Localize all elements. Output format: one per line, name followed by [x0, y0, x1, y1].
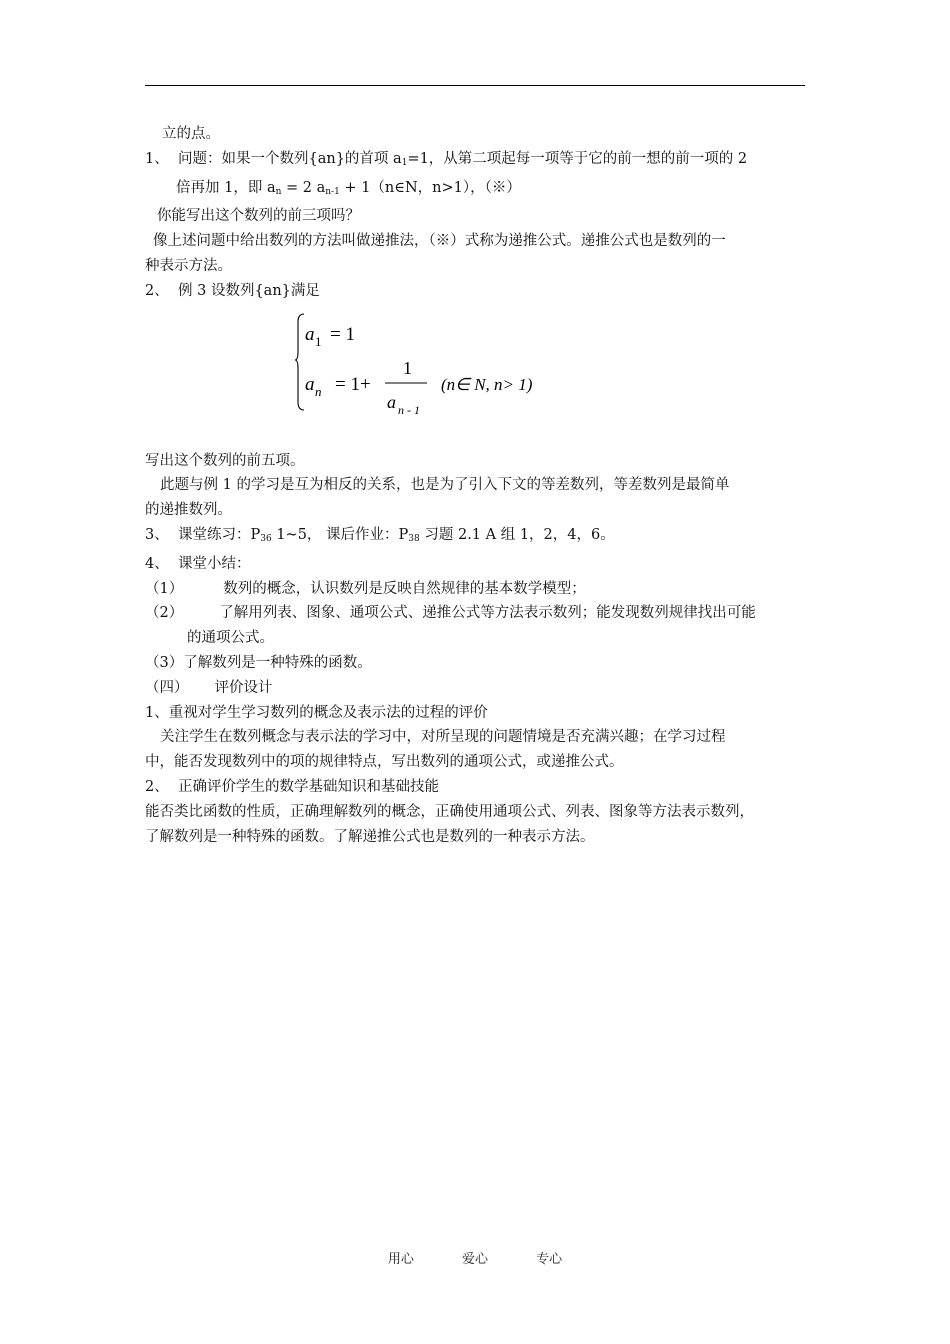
list-item-4 — [145, 552, 810, 577]
subscript: 38 — [408, 533, 420, 544]
list-item-1 — [145, 147, 810, 176]
document-body — [145, 122, 810, 849]
a1-eq: = 1 — [330, 323, 355, 345]
list-number: （2） — [145, 605, 184, 622]
subscript: 1 — [401, 157, 408, 168]
paragraph-line: 能否类比函数的性质，正确理解数列的概念，正确使用通项公式、列表、图象等方法表示数列， — [145, 803, 754, 820]
section-heading — [145, 676, 810, 701]
recurrence-formula — [145, 304, 810, 449]
text-span: 数列的概念，认识数列是反映自然规律的基本数学模型； — [223, 580, 586, 597]
paragraph-line: 像上述问题中给出数列的方法叫做递推法，（※）式称为递推公式。递推公式也是数列的一 — [153, 233, 726, 250]
summary-item-2-continuation: 的通项公式。 — [187, 630, 274, 647]
left-brace — [295, 314, 304, 410]
subscript: 36 — [260, 533, 272, 544]
a1-base: a — [305, 323, 315, 345]
section-title: 评价设计 — [214, 679, 273, 696]
text-span: 课堂小结： — [178, 555, 251, 572]
list-item-2 — [145, 279, 810, 304]
list-item-3 — [145, 523, 810, 552]
paragraph-line: 关注学生在数列概念与表示法的学习中，对所呈现的问题情境是否充满兴趣；在学习过程 — [160, 729, 726, 746]
summary-item-2 — [145, 601, 810, 626]
paragraph-line: 中，能否发现数列中的项的规律特点，写出数列的通项公式，或递推公式。 — [145, 754, 624, 771]
list-item-e2 — [145, 775, 810, 800]
list-number: 4、 — [145, 555, 169, 572]
summary-item-1 — [145, 577, 810, 602]
subscript: n — [275, 186, 282, 197]
paragraph-line: 此题与例 1 的学习是互为相反的关系，也是为了引入下文的等差数列，等差数列是最简单 — [160, 477, 730, 494]
an-eq: = 1+ — [335, 373, 371, 395]
paragraph-line: 的递推数列。 — [145, 502, 232, 519]
text-line: 立的点。 — [162, 126, 220, 142]
text-span: 例 3 设数列{an}满足 — [178, 282, 320, 299]
text-line: 你能写出这个数列的前三项吗？ — [157, 208, 360, 225]
footer-text: 用心 — [387, 1252, 414, 1267]
list-number: 2、 — [145, 778, 169, 795]
summary-item-3: （3）了解数列是一种特殊的函数。 — [145, 654, 372, 671]
formula-image — [295, 310, 615, 420]
list-number: 3、 — [145, 526, 169, 543]
text-span: 倍再加 1，即 a — [176, 179, 276, 196]
text-line: 1、重视对学生学习数列的概念及表示法的过程的评价 — [145, 704, 488, 721]
a1-sub: 1 — [315, 333, 322, 349]
an-sub: n — [315, 383, 322, 399]
text-line: 写出这个数列的前五项。 — [145, 452, 305, 469]
section-number: （四） — [145, 679, 189, 696]
text-span: 问题：如果一个数列{an}的首项 a — [178, 150, 402, 167]
subscript: n-1 — [325, 186, 340, 197]
footer-text: 专心 — [536, 1252, 563, 1267]
text-span: 正确评价学生的数学基础知识和基础技能 — [178, 778, 439, 795]
list-number: （1） — [145, 580, 184, 597]
an-base: a — [305, 373, 315, 395]
text-span: =1，从第二项起每一项等于它的前一想的前一项的 2 — [407, 150, 748, 167]
text-span: 习题 2.1 A 组 1，2，4，6。 — [419, 526, 615, 543]
text-span: = 2 a — [281, 179, 326, 196]
footer-text: 爱心 — [461, 1252, 488, 1267]
list-number: 2、 — [145, 282, 169, 299]
text-span: 课堂练习：P — [178, 526, 261, 543]
condition: (n∈ N, n> 1) — [441, 374, 533, 394]
list-number: 1、 — [145, 150, 169, 167]
page-footer — [0, 1248, 950, 1267]
text-span: 1~5， 课后作业：P — [271, 526, 409, 543]
list-item-1-continuation — [145, 176, 810, 205]
fraction-numerator: 1 — [403, 357, 412, 378]
paragraph-line: 种表示方法。 — [145, 257, 232, 274]
denominator-base: a — [387, 391, 396, 412]
denominator-sub: n - 1 — [398, 402, 420, 417]
paragraph-line: 了解数列是一种特殊的函数。了解递推公式也是数列的一种表示方法。 — [145, 828, 595, 845]
text-span: + 1（n∈N，n>1），（※） — [339, 179, 521, 196]
header-rule — [145, 85, 805, 86]
text-span: 了解用列表、图象、通项公式、递推公式等方法表示数列；能发现数列规律找出可能 — [219, 605, 756, 622]
